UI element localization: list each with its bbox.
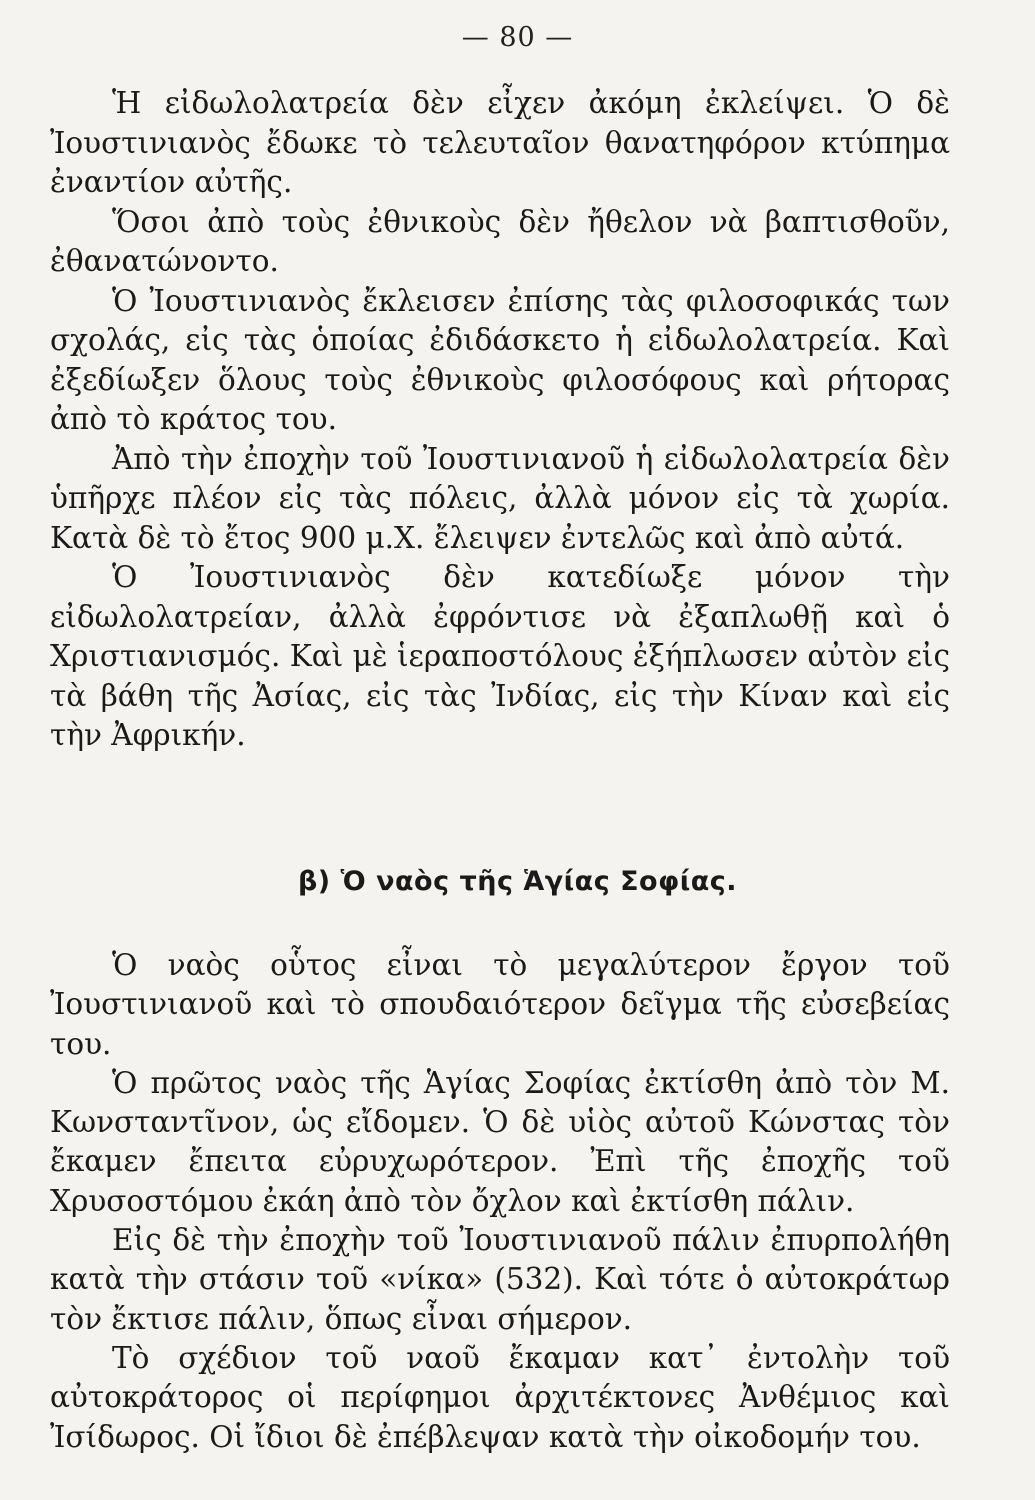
section-1-body: [50, 84, 950, 756]
paragraph: Ὅσοι ἀπὸ τοὺς ἐθνικοὺς δὲν ἤθελον νὰ βαπτισθοῦν, ἐθανατώνοντο.: [50, 204, 950, 278]
paragraph: Ὁ Ἰουστινιανὸς ἔκλεισεν ἐπίσης τὰς φιλοσοφικάς των σχολάς, εἰς τὰς ὁποίας ἐδιδάσκετο ἡ εἰδωλολατρεία. Καὶ ἐξεδίωξεν ὅλους τοὺς ἐθνικοὺς φιλοσόφους καὶ ρήτορας ἀπὸ τὸ κράτος του.: [50, 283, 950, 436]
paragraph: Ἡ εἰδωλολατρεία δὲν εἶχεν ἀκόμη ἐκλείψει. Ὁ δὲ Ἰουστινιανὸς ἔδωκε τὸ τελευταῖον θανατηφόρον κτύπημα ἐναντίον αὐτῆς.: [50, 86, 950, 199]
page-number: — 80 —: [461, 22, 574, 53]
section-heading: β) Ὁ ναὸς τῆς Ἁγίας Σοφίας.: [297, 866, 738, 897]
paragraph: Ὁ Ἰουστινιανὸς δὲν κατεδίωξε μόνον τὴν εἰδωλολατρείαν, ἀλλὰ ἐφρόντισε νὰ ἐξαπλωθῇ καὶ ὁ Χριστιανισμός. Καὶ μὲ ἱεραποστόλους ἐξήπλωσεν αὐτὸν εἰς τὰ βάθη τῆς Ἀσίας, εἰς τὰς Ἰνδίας, εἰς τὴν Κίναν καὶ εἰς τὴν Ἀφρικήν.: [50, 560, 950, 752]
paragraph: Ὁ ναὸς οὗτος εἶναι τὸ μεγαλύτερον ἔργον τοῦ Ἰουστινιανοῦ καὶ τὸ σπουδαιότερον δεῖγμα τῆς εὐσεβείας του.: [50, 948, 950, 1061]
paragraph: Ὁ πρῶτος ναὸς τῆς Ἁγίας Σοφίας ἐκτίσθη ἀπὸ τὸν Μ. Κωνσταντῖνον, ὡς εἴδομεν. Ὁ δὲ υἱὸς αὐτοῦ Κώνστας τὸν ἔκαμεν ἔπειτα εὐρυχωρότερον. Ἐπὶ τῆς ἐποχῆς τοῦ Χρυσοστόμου ἐκάη ἀπὸ τὸν ὄχλον καὶ ἐκτίσθη πάλιν.: [50, 1065, 950, 1218]
paragraph: Τὸ σχέδιον τοῦ ναοῦ ἔκαμαν κατ᾽ ἐντολὴν τοῦ αὐτοκράτορος οἱ περίφημοι ἀρχιτέκτονες Ἀνθέμιος καὶ Ἰσίδωρος. Οἱ ἴδιοι δὲ ἐπέβλεψαν κατὰ τὴν οἰκοδομήν του.: [50, 1340, 950, 1454]
section-2-body: [50, 946, 950, 1457]
paragraph: Εἰς δὲ τὴν ἐποχὴν τοῦ Ἰουστινιανοῦ πάλιν ἐπυρπολήθη κατὰ τὴν στάσιν τοῦ «νίκα» (532). Καὶ τότε ὁ αὐτοκράτωρ τὸν ἔκτισε πάλιν, ὅπως εἶναι σήμερον.: [50, 1223, 950, 1336]
paragraph: Ἀπὸ τὴν ἐποχὴν τοῦ Ἰουστινιανοῦ ἡ εἰδωλολατρεία δὲν ὑπῆρχε πλέον εἰς τὰς πόλεις, ἀλλὰ μόνον εἰς τὰ χωρία. Κατὰ δὲ τὸ ἔτος 900 μ.Χ. ἔλειψεν ἐντελῶς καὶ ἀπὸ αὐτά.: [50, 441, 950, 555]
